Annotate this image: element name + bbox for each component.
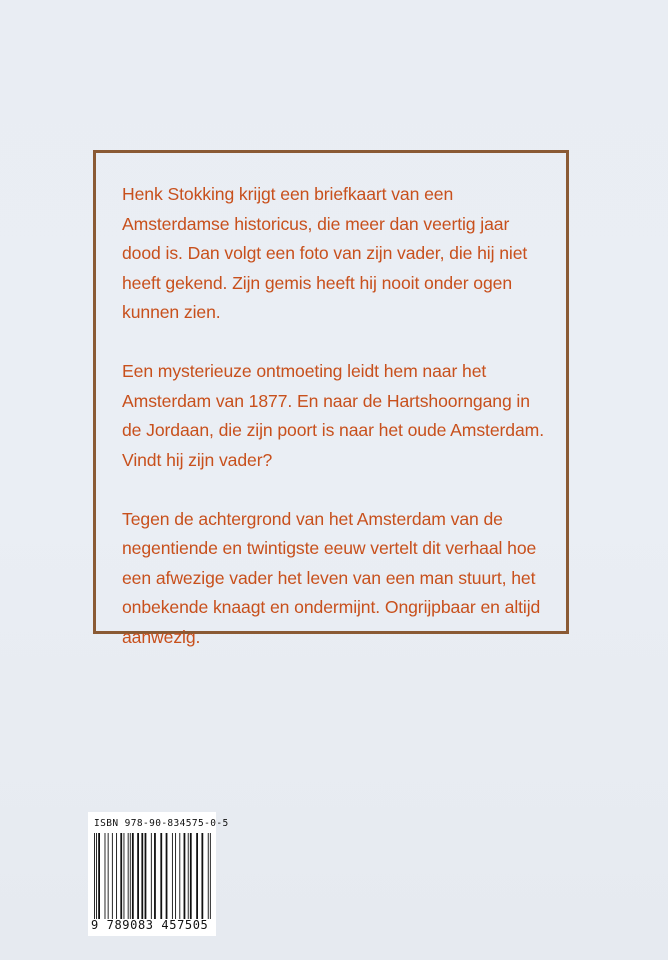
back-cover-blurb xyxy=(122,180,552,652)
isbn-barcode xyxy=(88,812,229,936)
isbn-label: ISBN 978-90-834575-0-5 xyxy=(94,818,229,829)
barcode-bar xyxy=(201,833,203,919)
barcode-bar xyxy=(108,833,109,919)
barcode-bar xyxy=(175,833,176,919)
barcode-bar xyxy=(96,833,97,919)
barcode-bar xyxy=(120,833,122,919)
barcode-bar xyxy=(116,833,117,919)
ean-digits: 9 789083 457505 xyxy=(91,918,209,932)
barcode-bar xyxy=(132,833,134,919)
barcode-bars xyxy=(94,833,212,919)
barcode-bar xyxy=(210,833,211,919)
blurb-paragraph-1: Henk Stokking krijgt een briefkaart van een Amsterdamse historicus, die meer dan veertig jaar dood is. Dan volgt een foto van zijn vader, die hij niet heeft gekend. Zijn gemis heeft hij nooit onder ogen kunnen zien. xyxy=(122,184,528,322)
barcode-bar xyxy=(172,833,173,919)
barcode-bar xyxy=(154,833,156,919)
barcode-bar xyxy=(179,833,180,919)
barcode-bar xyxy=(184,833,186,919)
barcode-bar xyxy=(124,833,125,919)
barcode-bar xyxy=(196,833,198,919)
barcode-bar xyxy=(105,833,106,919)
barcode-bar xyxy=(137,833,139,919)
barcode-bar xyxy=(190,833,192,919)
barcode-bar xyxy=(94,833,95,919)
blurb-paragraph-2: Een mysterieuze ontmoeting leidt hem naar het Amsterdam van 1877. En naar de Hartshoorngang in de Jordaan, die zijn poort is naar het oude Amsterdam. Vindt hij zijn vader? xyxy=(122,361,544,470)
barcode-bar xyxy=(160,833,162,919)
barcode-bar xyxy=(145,833,147,919)
blurb-paragraph-3: Tegen de achtergrond van het Amsterdam van de negentiende en twintigste eeuw vertelt dit verhaal hoe een afwezige vader het leven van een man stuurt, het onbekende knaagt en ondermijnt. Ongrijpbaar en altijd aanwezig. xyxy=(122,508,541,647)
barcode-bar xyxy=(98,833,100,919)
barcode-bar xyxy=(130,833,131,919)
barcode-bar xyxy=(166,833,168,919)
barcode-bar xyxy=(188,833,189,919)
barcode-bar xyxy=(151,833,152,919)
barcode-bar xyxy=(141,833,143,919)
barcode-bar xyxy=(128,833,129,919)
barcode-bar xyxy=(208,833,209,919)
barcode-bar xyxy=(112,833,113,919)
